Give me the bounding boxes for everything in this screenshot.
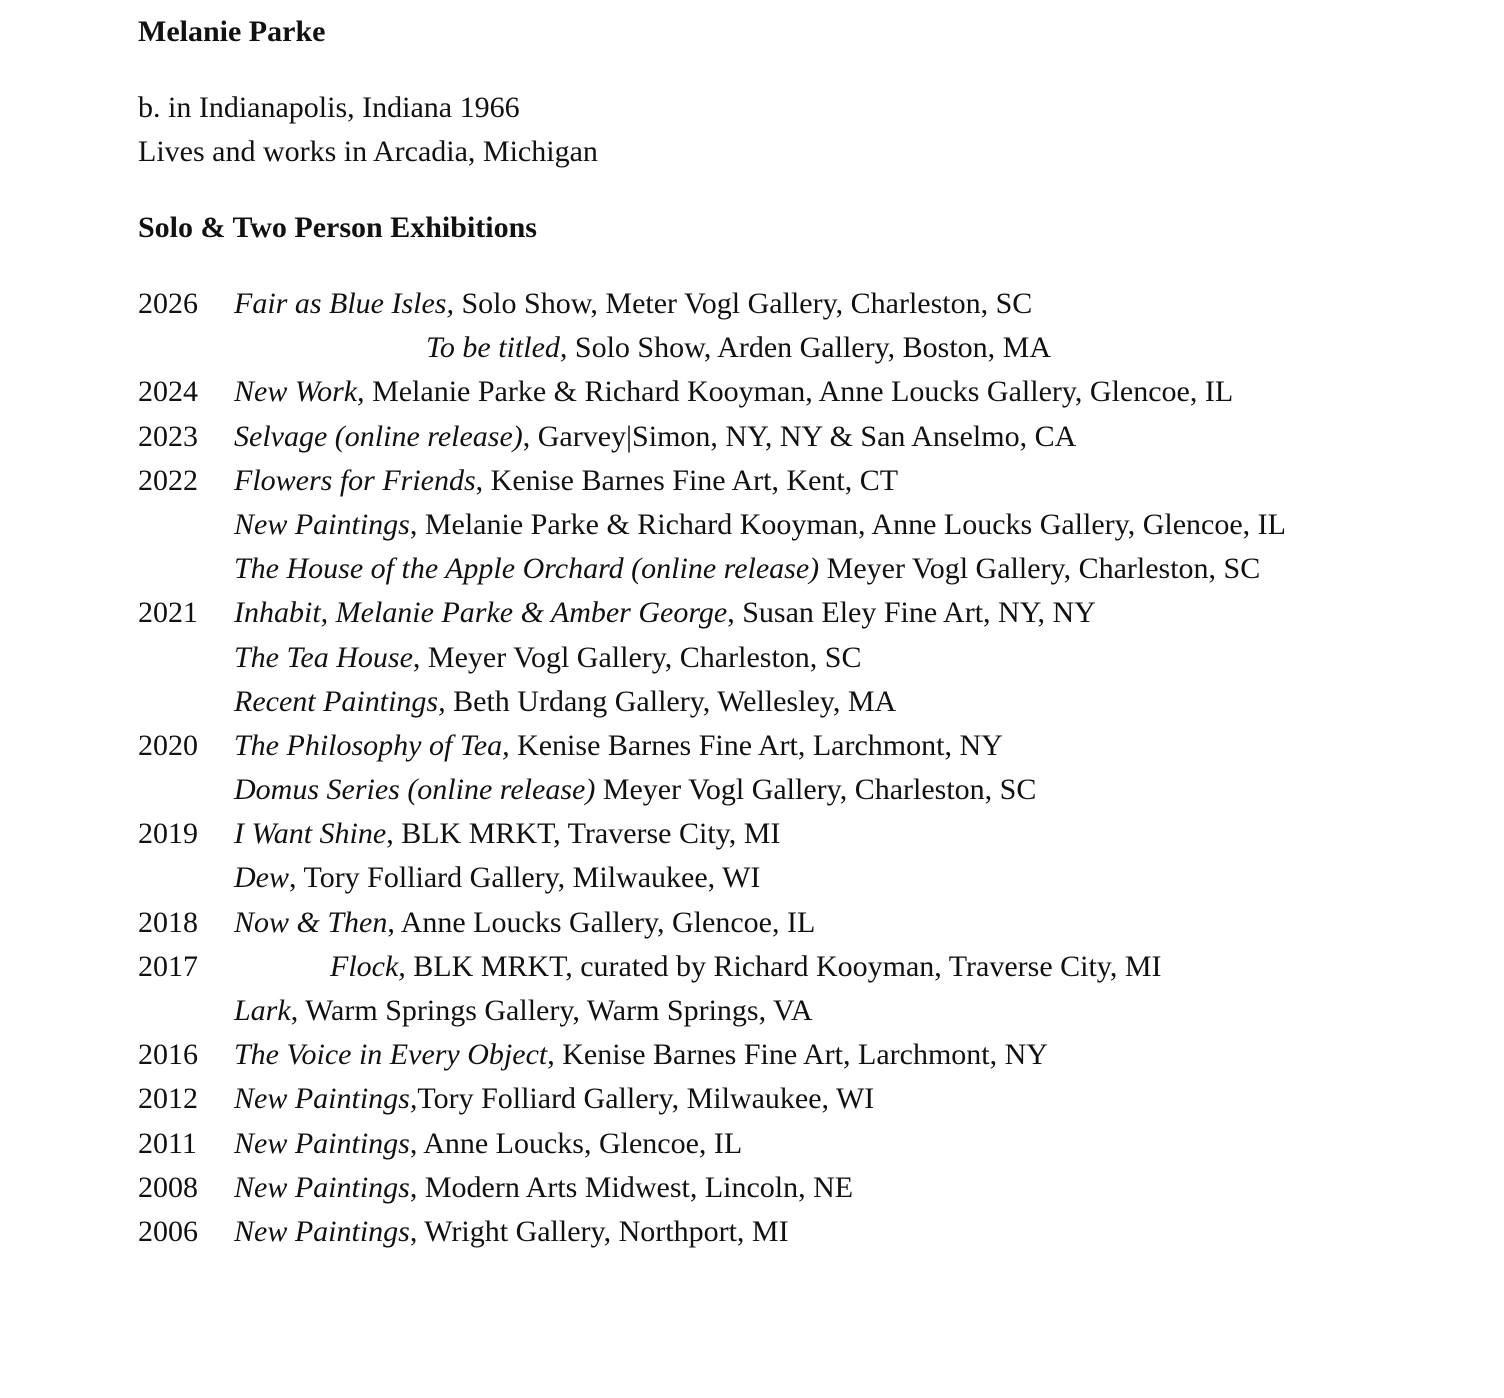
- exhibition-year: 2021: [138, 596, 198, 630]
- exhibition-details: BLK MRKT, curated by Richard Kooyman, Traverse City, MI: [405, 949, 1162, 983]
- exhibition-details: Meyer Vogl Gallery, Charleston, SC: [819, 552, 1261, 586]
- exhibition-title: The Philosophy of Tea,: [234, 728, 510, 762]
- exhibition-year: 2012: [138, 1082, 198, 1116]
- exhibition-details: , Meyer Vogl Gallery, Charleston, SC: [412, 640, 862, 674]
- exhibition-title: Now & Then: [234, 905, 388, 939]
- exhibition-details: Meyer Vogl Gallery, Charleston, SC: [595, 773, 1037, 807]
- exhibition-year: 2023: [138, 419, 198, 453]
- exhibition-title: Recent Paintings,: [234, 684, 446, 718]
- exhibition-title: Lark: [234, 994, 291, 1027]
- residence-info: Lives and works in Arcadia, Michigan: [138, 135, 598, 168]
- exhibition-title: Dew: [234, 861, 289, 895]
- exhibition-year: 2008: [138, 1170, 198, 1204]
- exhibition-details: , Kenise Barnes Fine Art, Kent, CT: [475, 463, 899, 497]
- exhibition-title: The Tea House: [234, 640, 413, 674]
- exhibition-year: 2006: [138, 1214, 198, 1248]
- exhibition-title: I Want Shine: [234, 817, 387, 851]
- exhibition-title: New Paintings: [234, 1126, 410, 1160]
- birth-info: b. in Indianapolis, Indiana 1966: [138, 91, 520, 124]
- exhibition-details: Melanie Parke & Richard Kooyman, Anne Loucks Gallery, Glencoe, IL: [364, 375, 1234, 409]
- exhibition-details: Beth Urdang Gallery, Wellesley, MA: [445, 684, 897, 718]
- exhibition-year: 2019: [138, 817, 198, 851]
- exhibition-title: New Paintings,: [234, 1082, 418, 1116]
- exhibition-title: Flowers for Friends: [234, 463, 476, 497]
- exhibition-title: The House of the Apple Orchard (online release): [234, 552, 820, 586]
- exhibition-details: , Warm Springs Gallery, Warm Springs, VA: [290, 994, 813, 1027]
- exhibition-title: Fair as Blue Isles,: [234, 287, 454, 320]
- exhibition-year: 2018: [138, 905, 198, 939]
- exhibition-year: 2016: [138, 1038, 198, 1072]
- exhibition-year: 2011: [138, 1126, 197, 1160]
- exhibition-year: 2020: [138, 728, 198, 762]
- exhibition-details: , BLK MRKT, Traverse City, MI: [386, 817, 781, 851]
- exhibition-year: 2022: [138, 463, 198, 497]
- exhibition-details: , Garvey|Simon, NY, NY & San Anselmo, CA: [522, 419, 1077, 453]
- exhibition-details: , Anne Loucks, Glencoe, IL: [409, 1126, 743, 1160]
- exhibition-title: New Paintings: [234, 507, 410, 541]
- section-heading: Solo & Two Person Exhibitions: [138, 211, 537, 244]
- exhibition-details: Solo Show, Meter Vogl Gallery, Charleston, SC: [453, 287, 1033, 320]
- exhibition-details: , Susan Eley Fine Art, NY, NY: [727, 596, 1096, 630]
- exhibition-title: Flock,: [330, 949, 406, 983]
- exhibition-title: Domus Series (online release): [234, 773, 596, 807]
- exhibition-title: The Voice in Every Object: [234, 1038, 548, 1072]
- exhibition-year: 2026: [138, 287, 198, 320]
- exhibition-details: , Modern Arts Midwest, Lincoln, NE: [409, 1170, 854, 1204]
- exhibition-title: New Work,: [234, 375, 365, 409]
- exhibition-details: , Anne Loucks Gallery, Glencoe, IL: [387, 905, 816, 939]
- exhibition-title: New Paintings: [234, 1214, 410, 1248]
- exhibition-details: , Tory Folliard Gallery, Milwaukee, WI: [289, 861, 761, 895]
- exhibition-title: New Paintings: [234, 1170, 410, 1204]
- exhibition-title: To be titled,: [426, 331, 568, 365]
- exhibition-title: Inhabit, Melanie Parke & Amber George: [234, 596, 728, 630]
- exhibition-title: Selvage (online release): [234, 419, 523, 453]
- exhibition-year: 2017: [138, 949, 198, 983]
- exhibition-details: , Wright Gallery, Northport, MI: [409, 1214, 789, 1248]
- exhibition-details: Solo Show, Arden Gallery, Boston, MA: [567, 331, 1052, 365]
- exhibition-details: Tory Folliard Gallery, Milwaukee, WI: [417, 1082, 875, 1116]
- exhibition-details: Kenise Barnes Fine Art, Larchmont, NY: [509, 728, 1003, 762]
- artist-name: Melanie Parke: [138, 15, 326, 48]
- exhibition-year: 2024: [138, 375, 198, 409]
- exhibition-details: , Kenise Barnes Fine Art, Larchmont, NY: [547, 1038, 1048, 1072]
- exhibition-details: , Melanie Parke & Richard Kooyman, Anne Loucks Gallery, Glencoe, IL: [409, 507, 1286, 541]
